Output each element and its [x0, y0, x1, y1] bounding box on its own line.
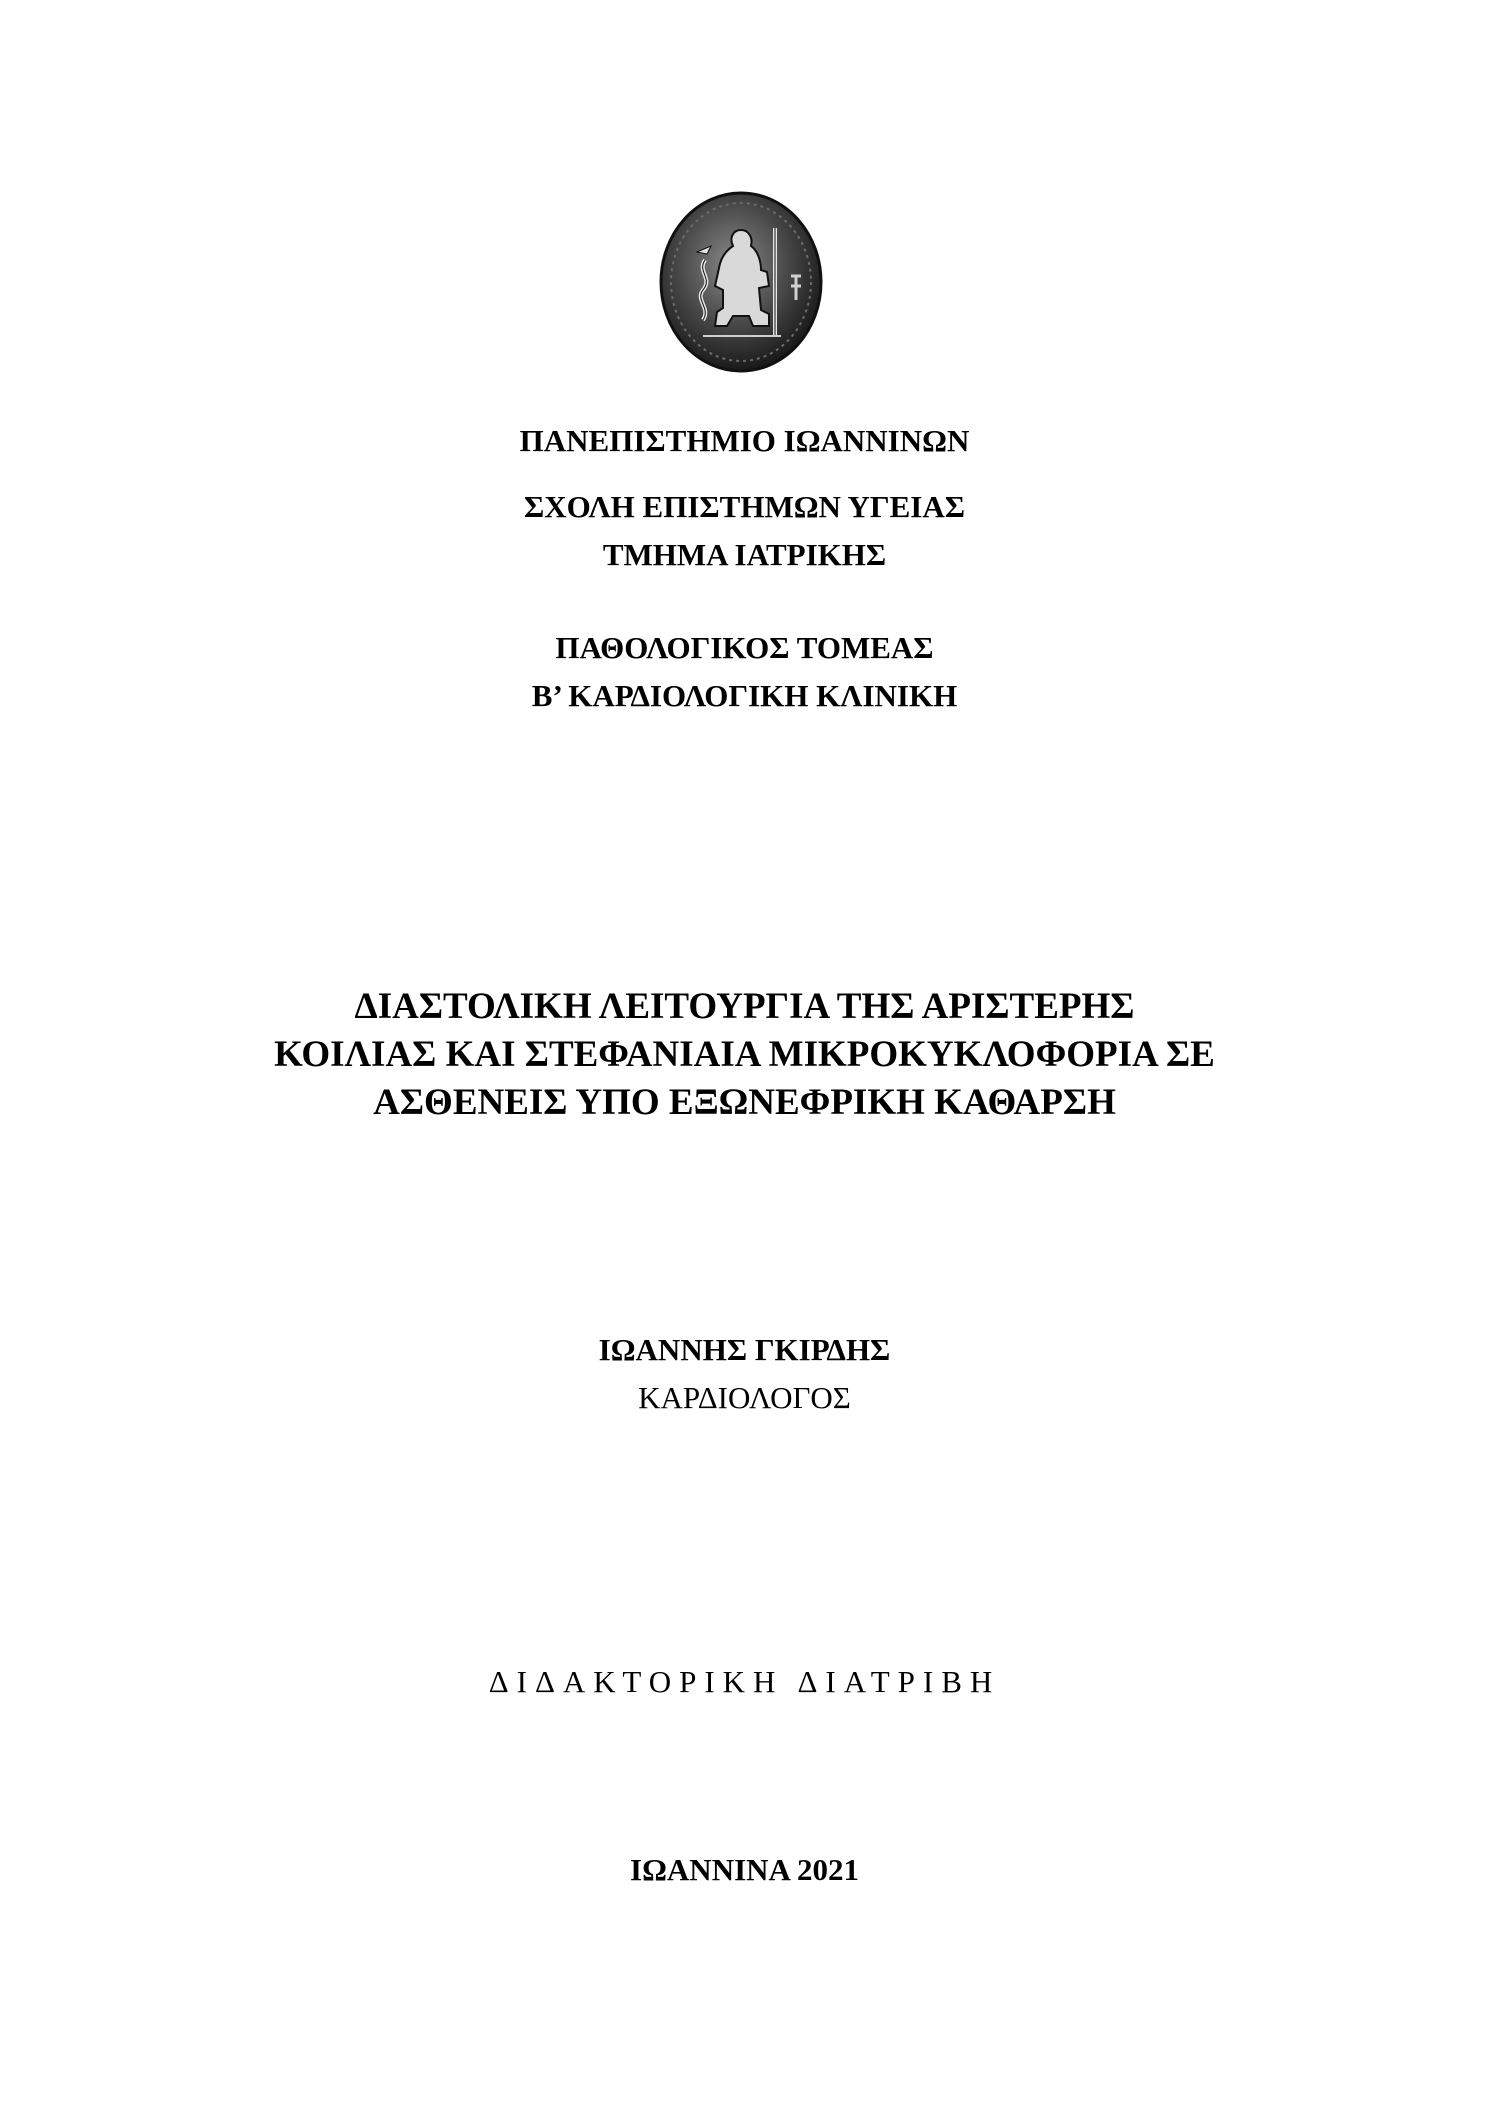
author-role: ΚΑΡΔΙΟΛΟΓΟΣ: [638, 1380, 851, 1415]
university-seal-icon: [657, 190, 825, 374]
school-department: [0, 483, 1489, 579]
sector-clinic: [0, 624, 1489, 720]
sector-line: ΠΑΘΟΛΟΓΙΚΟΣ ΤΟΜΕΑΣ: [555, 630, 934, 665]
place-year: ΙΩΑΝΝΙΝΑ 2021: [630, 1852, 859, 1887]
university-line: ΠΑΝΕΠΙΣΤΗΜΙΟ ΙΩΑΝΝΙΝΩΝ: [519, 423, 970, 458]
clinic-line: Β’ ΚΑΡΔΙΟΛΟΓΙΚΗ ΚΛΙΝΙΚΗ: [531, 678, 958, 713]
university-name: [0, 417, 1489, 465]
author-name: ΙΩΑΝΝΗΣ ΓΚΙΡΔΗΣ: [598, 1332, 891, 1367]
thesis-title: [0, 983, 1489, 1127]
title-line: ΚΟΙΛΙΑΣ ΚΑΙ ΣΤΕΦΑΝΙΑΙΑ ΜΙΚΡΟΚΥΚΛΟΦΟΡΙΑ ΣΕ: [274, 1034, 1215, 1075]
title-line: ΑΣΘΕΝΕΙΣ ΥΠΟ ΕΞΩΝΕΦΡΙΚΗ ΚΑΘΑΡΣΗ: [373, 1082, 1116, 1123]
department-line: ΤΜΗΜΑ ΙΑΤΡΙΚΗΣ: [602, 537, 887, 572]
title-line: ΔΙΑΣΤΟΛΙΚΗ ΛΕΙΤΟΥΡΓΙΑ ΤΗΣ ΑΡΙΣΤΕΡΗΣ: [354, 986, 1135, 1027]
school-line: ΣΧΟΛΗ ΕΠΙΣΤΗΜΩΝ ΥΓΕΙΑΣ: [523, 489, 966, 524]
document-type: ΔΙΔΑΚΤΟΡΙΚΗ ΔΙΑΤΡΙΒΗ: [488, 1664, 1001, 1699]
